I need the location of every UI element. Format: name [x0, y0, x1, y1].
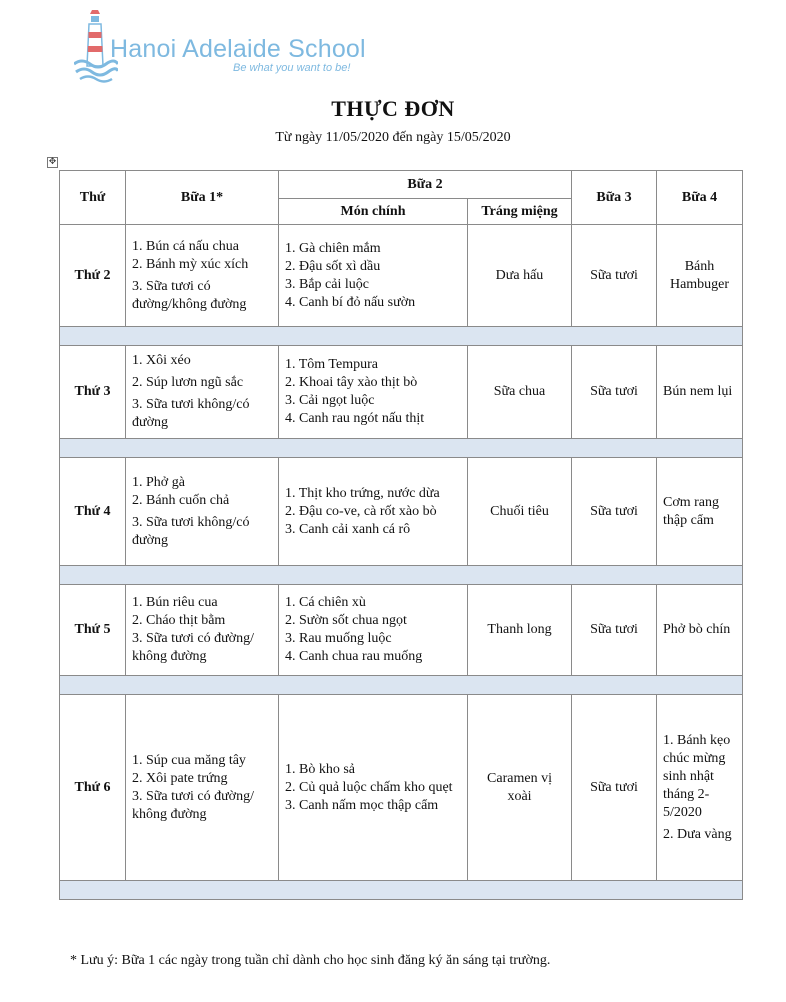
meal3-cell: Sữa tươi [572, 585, 657, 676]
meal3-cell: Sữa tươi [572, 458, 657, 566]
meal1-cell [126, 585, 279, 676]
table-row [60, 585, 743, 676]
table-row [60, 695, 743, 881]
meal4-cell [657, 225, 743, 327]
meal4-item: 1. Bánh kẹo chúc mừng sinh nhật tháng 2-5/2020 [663, 732, 731, 820]
table-row [60, 346, 743, 439]
meal4-cell [657, 346, 743, 439]
main-dish-item: 3. Canh cải xanh cá rô [285, 521, 411, 537]
main-dish-item: 2. Củ quả luộc chấm kho quẹt [285, 779, 453, 795]
main-dish-cell [279, 585, 468, 676]
meal1-item: 3. Sữa tươi có đường/không đường [132, 278, 247, 312]
meal3-cell: Sữa tươi [572, 695, 657, 881]
meal1-item: 1. Súp cua măng tây [132, 752, 246, 768]
table-row [60, 458, 743, 566]
meal4-cell [657, 695, 743, 881]
main-dish-item: 1. Cá chiên xù [285, 595, 366, 610]
meal1-cell [126, 695, 279, 881]
meal1-cell [126, 458, 279, 566]
main-dish-item: 2. Sườn sốt chua ngọt [285, 613, 407, 628]
meal4-item: Cơm rang thập cẩm [663, 494, 720, 528]
separator-row [60, 566, 743, 585]
main-dish-item: 3. Rau muống luộc [285, 631, 392, 646]
footnote: * Lưu ý: Bữa 1 các ngày trong tuần chỉ dành cho học sinh đăng ký ăn sáng tại trường. [70, 953, 551, 968]
day-cell: Thứ 3 [60, 346, 126, 439]
meal4-item: Phở bò chín [663, 622, 731, 637]
dessert-cell: Chuối tiêu [468, 458, 572, 566]
meal1-item: 2. Súp lươn ngũ sắc [132, 375, 244, 390]
header-meal2: Bữa 2 [279, 171, 572, 199]
header-day: Thứ [60, 171, 126, 225]
day-cell: Thứ 4 [60, 458, 126, 566]
meal1-item: 3. Sữa tươi có đường/ không đường [132, 631, 254, 664]
school-name: Hanoi Adelaide School [110, 35, 366, 63]
separator-row [60, 676, 743, 695]
table-row [60, 225, 743, 327]
main-dish-cell [279, 695, 468, 881]
day-cell: Thứ 6 [60, 695, 126, 881]
dessert-cell: Thanh long [468, 585, 572, 676]
main-dish-item: 3. Canh nấm mọc thập cẩm [285, 797, 439, 813]
meal1-item: 1. Xôi xéo [132, 353, 191, 368]
main-dish-item: 1. Thịt kho trứng, nước dừa [285, 485, 440, 501]
meal1-item: 2. Cháo thịt bằm [132, 613, 226, 628]
dessert-cell: Dưa hấu [468, 225, 572, 327]
meal4-item: Bún nem lụi [663, 384, 733, 399]
school-logo [70, 8, 370, 83]
day-cell: Thứ 5 [60, 585, 126, 676]
header-main-dish: Món chính [279, 199, 468, 225]
main-dish-cell [279, 458, 468, 566]
separator-row [60, 881, 743, 900]
main-dish-item: 4. Canh bí đỏ nấu sườn [285, 294, 416, 310]
main-dish-item: 1. Bò kho sả [285, 761, 355, 777]
meal1-item: 1. Bún cá nấu chua [132, 238, 239, 254]
meal4-cell [657, 458, 743, 566]
meal1-item: 3. Sữa tươi có đường/ không đường [132, 788, 254, 822]
meal1-item: 2. Bánh cuốn chả [132, 492, 230, 508]
page-title: THỰC ĐƠN [331, 96, 455, 121]
dessert-cell: Caramen vị xoài [468, 695, 572, 881]
main-dish-item: 4. Canh chua rau muống [285, 649, 423, 664]
main-dish-item: 2. Đậu sốt xì dầu [285, 258, 381, 274]
meal1-item: 2. Bánh mỳ xúc xích [132, 256, 249, 272]
main-dish-item: 4. Canh rau ngót nấu thịt [285, 411, 425, 426]
main-dish-cell [279, 225, 468, 327]
meal1-cell [126, 346, 279, 439]
meal3-cell: Sữa tươi [572, 225, 657, 327]
dessert-cell: Sữa chua [468, 346, 572, 439]
meal4-item: 2. Dưa vàng [663, 826, 732, 842]
meal1-item: 2. Xôi pate trứng [132, 770, 228, 786]
header-dessert: Tráng miệng [468, 199, 572, 225]
main-dish-cell [279, 346, 468, 439]
meal1-item: 1. Bún riêu cua [132, 595, 218, 610]
header-meal4: Bữa 4 [657, 171, 743, 225]
menu-table [59, 170, 743, 900]
main-dish-item: 3. Cải ngọt luộc [285, 393, 375, 408]
main-dish-item: 3. Bắp cải luộc [285, 276, 369, 292]
meal1-item: 3. Sữa tươi không/có đường [132, 397, 250, 430]
table-header-row [60, 171, 743, 199]
meal1-item: 1. Phở gà [132, 474, 185, 490]
main-dish-item: 1. Tôm Tempura [285, 357, 378, 372]
table-move-handle-icon[interactable]: ✥ [48, 157, 57, 167]
meal4-item: Bánh Hambuger [669, 258, 730, 292]
meal1-item: 3. Sữa tươi không/có đường [132, 514, 250, 548]
school-tagline: Be what you want to be! [233, 62, 351, 74]
meal4-cell [657, 585, 743, 676]
date-range: Từ ngày 11/05/2020 đến ngày 15/05/2020 [275, 130, 511, 145]
separator-row [60, 327, 743, 346]
main-dish-item: 2. Khoai tây xào thịt bò [285, 375, 418, 390]
main-dish-item: 2. Đậu co-ve, cà rốt xào bò [285, 503, 437, 519]
header-meal1: Bữa 1* [126, 171, 279, 225]
main-dish-item: 1. Gà chiên mắm [285, 240, 381, 256]
meal1-cell [126, 225, 279, 327]
header-meal3: Bữa 3 [572, 171, 657, 225]
separator-row [60, 439, 743, 458]
day-cell: Thứ 2 [60, 225, 126, 327]
meal3-cell: Sữa tươi [572, 346, 657, 439]
